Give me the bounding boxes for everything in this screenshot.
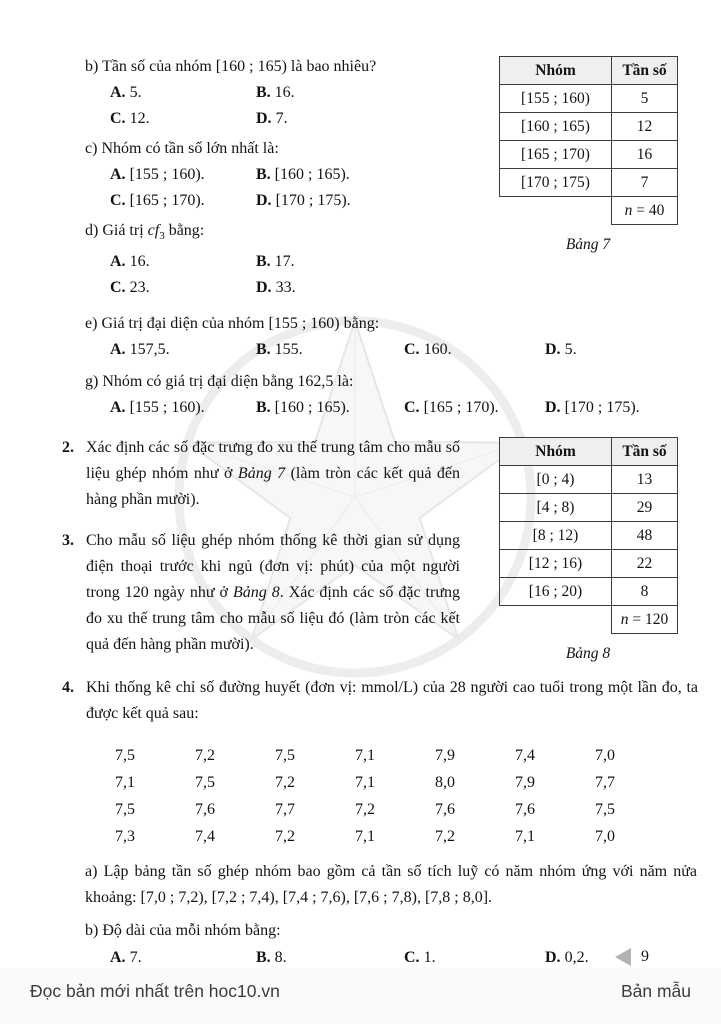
frequency-cell: 22: [612, 550, 678, 578]
option-letter: C.: [404, 949, 420, 967]
blood-sugar-data-grid: [85, 742, 721, 850]
part-label: a): [85, 863, 98, 881]
option-text: 157,5.: [129, 341, 170, 359]
bang8-frequency-table: [499, 437, 678, 634]
exercise-number: 3.: [62, 532, 74, 550]
table-row: [500, 466, 678, 494]
blank-cell: [500, 197, 612, 225]
frequency-cell: 29: [612, 494, 678, 522]
option-d: [256, 275, 483, 301]
option-text: 16.: [274, 84, 295, 101]
part-text: Lập bảng tần số ghép nhóm bao gồm cả tần số tích luỹ có năm nhóm ứng với năm nửa khoảng: [7,0 ; 7,2), [7,2 ; 7,4), [7,4 ; 7,6), [7,6 ; 7,8), [7,8 ; 8,0].: [85, 863, 698, 907]
question-d: [85, 218, 483, 301]
table-caption: Bảng 8: [565, 645, 611, 663]
option-c: [110, 106, 256, 132]
option-text: 0,2.: [564, 949, 589, 967]
option-text: 7.: [275, 110, 288, 127]
table-row: [500, 578, 678, 606]
data-value: 7,0: [595, 828, 615, 846]
option-b: [256, 337, 404, 363]
data-value: 7,2: [355, 801, 375, 819]
option-letter: C.: [110, 110, 126, 127]
option-d: [545, 337, 721, 363]
part-label: b): [85, 922, 99, 940]
option-text: 160.: [423, 341, 452, 359]
table-reference: Bảng 7: [237, 465, 286, 483]
column-header-frequency: Tần số: [612, 57, 678, 85]
table-caption: Bảng 7: [565, 236, 611, 253]
exercise-4: [62, 675, 721, 727]
data-value: 7,5: [115, 747, 135, 765]
data-value: 7,7: [275, 801, 295, 819]
column-header-group: Nhóm: [500, 57, 612, 85]
option-text: 7.: [129, 949, 142, 967]
question-e: [85, 311, 721, 363]
option-letter: C.: [404, 399, 420, 417]
page-footer: [0, 968, 721, 1024]
data-value: 7,3: [115, 828, 135, 846]
option-letter: D.: [256, 110, 272, 127]
option-text: 17.: [274, 253, 295, 271]
option-letter: A.: [110, 341, 126, 359]
option-letter: D.: [545, 949, 561, 967]
group-cell: [12 ; 16): [500, 550, 612, 578]
frequency-cell: 16: [612, 141, 678, 169]
question-label: e): [85, 315, 98, 333]
option-text: 5.: [129, 84, 142, 101]
option-letter: A.: [110, 84, 126, 101]
option-letter: B.: [256, 84, 271, 101]
exercise-4-part-b: [85, 918, 721, 944]
data-value: 7,6: [195, 801, 215, 819]
option-letter: A.: [110, 253, 126, 271]
exercise-4-part-a: [85, 859, 697, 911]
page-number-marker: [615, 948, 649, 966]
question-label: d): [85, 222, 99, 239]
total-cell: n = 40: [612, 197, 678, 225]
data-value: 7,6: [435, 801, 455, 819]
table-row: [500, 85, 678, 113]
option-letter: A.: [110, 399, 126, 417]
option-c: [110, 275, 256, 301]
option-letter: C.: [404, 341, 420, 359]
option-text: [160 ; 165).: [274, 166, 350, 183]
option-text: [165 ; 170).: [423, 399, 499, 417]
option-letter: C.: [110, 192, 126, 209]
option-text: 12.: [129, 110, 150, 127]
question-text: Nhóm có tần số lớn nhất là:: [101, 140, 279, 157]
page-number: 9: [641, 948, 649, 965]
option-c: [404, 395, 545, 421]
data-value: 7,6: [515, 801, 535, 819]
data-value: 7,1: [355, 747, 375, 765]
option-text: 5.: [564, 341, 577, 359]
table-row: [500, 169, 678, 197]
option-a: [110, 80, 256, 106]
question-text: Giá trị $cf_3$ bằng:: [102, 222, 205, 243]
question-label: g): [85, 373, 99, 391]
bang7-frequency-table: [499, 56, 678, 225]
data-value: 7,4: [515, 747, 535, 765]
footer-draft-label: Bản mẫu: [620, 980, 691, 1001]
data-value: 7,2: [435, 828, 455, 846]
question-g: [85, 369, 721, 421]
data-value: 7,1: [515, 828, 535, 846]
data-value: 7,1: [355, 774, 375, 792]
option-letter: B.: [256, 341, 271, 359]
option-letter: D.: [256, 192, 272, 209]
option-letter: D.: [256, 279, 272, 297]
exercise-text: Xác định các số đặc trưng đo xu thế trung tâm cho mẫu số liệu ghép nhóm như ở Bảng 7 (làm tròn các kết quả đến hàng phần mười).: [86, 439, 460, 509]
option-letter: A.: [110, 166, 126, 183]
option-letter: C.: [110, 279, 126, 297]
option-letter: B.: [256, 166, 271, 183]
frequency-cell: 48: [612, 522, 678, 550]
group-cell: [8 ; 12): [500, 522, 612, 550]
option-a: [110, 395, 256, 421]
table-header-row: [500, 438, 678, 466]
variable-cf: cf: [147, 222, 160, 239]
data-value: 7,0: [595, 747, 615, 765]
data-value: 7,5: [115, 801, 135, 819]
group-cell: [0 ; 4): [500, 466, 612, 494]
data-value: 7,2: [275, 774, 295, 792]
option-d: [256, 188, 483, 214]
question-label: c): [85, 140, 98, 157]
data-value: 8,0: [435, 774, 455, 792]
option-b: [256, 249, 483, 275]
question-label: b): [85, 58, 99, 75]
question-text: Giá trị đại diện của nhóm [155 ; 160) bằng:: [101, 315, 380, 333]
data-value: 7,1: [115, 774, 135, 792]
exercise-2: [62, 435, 462, 513]
table-reference: Bảng 8: [232, 584, 280, 602]
group-cell: [155 ; 160): [500, 85, 612, 113]
question-text: Tần số của nhóm [160 ; 165) là bao nhiêu?: [102, 58, 377, 75]
option-text: 23.: [129, 279, 150, 297]
frequency-cell: 8: [612, 578, 678, 606]
option-letter: A.: [110, 949, 126, 967]
column-header-group: Nhóm: [500, 438, 612, 466]
option-text: [155 ; 160).: [129, 399, 205, 417]
table-total-row: [500, 606, 678, 634]
option-letter: B.: [256, 253, 271, 271]
exercise-text: Cho mẫu số liệu ghép nhóm thống kê thời gian sử dụng điện thoại trước khi ngủ (đơn vị: phút) của một người trong 120 ngày như ở Bảng 8. Xác định các số đặc trưng đo xu thế trung tâm cho mẫu số liệu đó (làm tròn các kết quả đến hàng phần mười).: [86, 532, 460, 654]
option-a: [110, 337, 256, 363]
option-c: [404, 337, 545, 363]
bang8-table-wrap: [499, 437, 677, 667]
data-value: 7,2: [195, 747, 215, 765]
group-cell: [170 ; 175): [500, 169, 612, 197]
data-value: 7,2: [275, 828, 295, 846]
part-text: Độ dài của mỗi nhóm bằng:: [102, 922, 281, 940]
frequency-cell: 5: [612, 85, 678, 113]
option-text: 8.: [274, 949, 287, 967]
group-cell: [160 ; 165): [500, 113, 612, 141]
exercise-text: Khi thống kê chỉ số đường huyết (đơn vị: mmol/L) của 28 người cao tuổi trong một lần đo, ta được kết quả sau:: [86, 679, 698, 723]
option-text: [165 ; 170).: [129, 192, 205, 209]
total-cell: n = 120: [612, 606, 678, 634]
frequency-cell: 12: [612, 113, 678, 141]
group-cell: [16 ; 20): [500, 578, 612, 606]
table-row: [500, 522, 678, 550]
data-value: 7,9: [515, 774, 535, 792]
option-b: [256, 162, 483, 188]
data-value: 7,5: [275, 747, 295, 765]
option-letter: D.: [545, 399, 561, 417]
data-value: 7,1: [355, 828, 375, 846]
data-value: 7,5: [195, 774, 215, 792]
variable-subscript: 3: [159, 230, 165, 243]
option-a: [110, 249, 256, 275]
option-text: 155.: [274, 341, 303, 359]
exercise-number: 2.: [62, 439, 74, 457]
option-c: [110, 188, 256, 214]
option-text: 33.: [275, 279, 296, 297]
option-letter: B.: [256, 399, 271, 417]
frequency-cell: 13: [612, 466, 678, 494]
group-cell: [4 ; 8): [500, 494, 612, 522]
data-value: 7,9: [435, 747, 455, 765]
table-row: [500, 113, 678, 141]
option-b: [256, 395, 404, 421]
group-cell: [165 ; 170): [500, 141, 612, 169]
table-row: [500, 494, 678, 522]
column-header-frequency: Tần số: [612, 438, 678, 466]
page-arrow-icon: [615, 948, 631, 966]
table-header-row: [500, 57, 678, 85]
table-row: [500, 141, 678, 169]
option-letter: B.: [256, 949, 271, 967]
option-letter: D.: [545, 341, 561, 359]
question-c: [85, 136, 483, 214]
option-b: [256, 80, 483, 106]
option-d: [256, 106, 483, 132]
option-text: [170 ; 175).: [564, 399, 640, 417]
exercise-number: 4.: [62, 679, 74, 697]
option-text: 1.: [423, 949, 436, 967]
table-row: [500, 550, 678, 578]
bang7-table-wrap: [499, 56, 677, 258]
option-a: [110, 162, 256, 188]
option-text: [170 ; 175).: [275, 192, 351, 209]
option-text: [155 ; 160).: [129, 166, 205, 183]
option-text: [160 ; 165).: [274, 399, 350, 417]
question-text: Nhóm có giá trị đại diện bằng 162,5 là:: [102, 373, 354, 391]
table-total-row: [500, 197, 678, 225]
option-text: 16.: [129, 253, 150, 271]
data-value: 7,5: [595, 801, 615, 819]
data-value: 7,4: [195, 828, 215, 846]
option-d: [545, 395, 721, 421]
footer-source-text: Đọc bản mới nhất trên hoc10.vn: [30, 980, 280, 1001]
question-b: [85, 54, 483, 132]
frequency-cell: 7: [612, 169, 678, 197]
data-value: 7,7: [595, 774, 615, 792]
blank-cell: [500, 606, 612, 634]
exercise-3: [62, 528, 462, 658]
